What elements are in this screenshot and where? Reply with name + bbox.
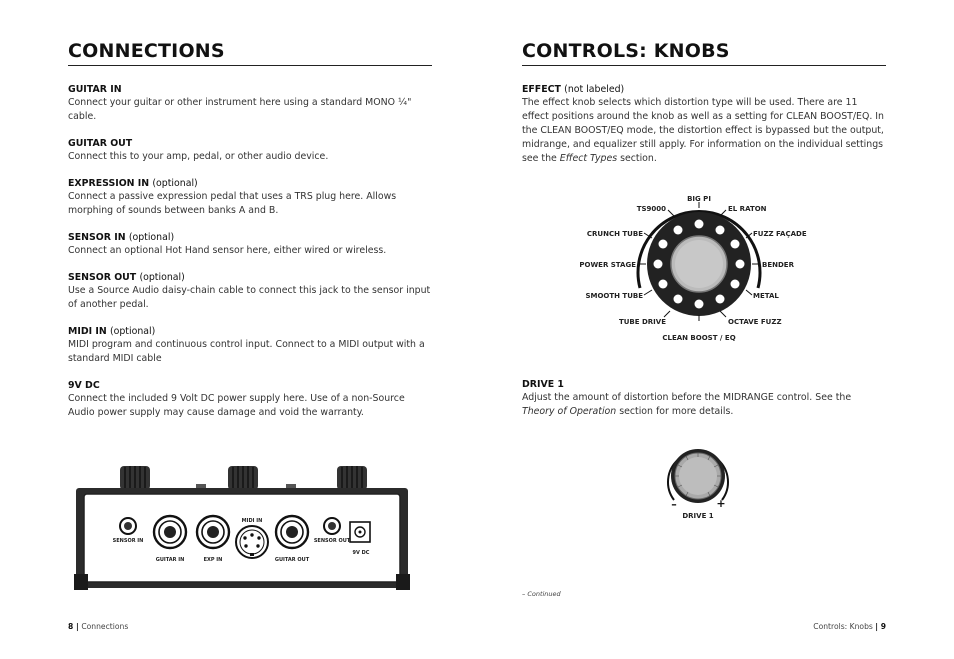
drive-body-part-2: section for more details. <box>616 406 734 417</box>
connections-heading: CONNECTIONS <box>68 40 432 66</box>
effect-body-part-2: section. <box>617 153 657 164</box>
section-body: Connect the included 9 Volt DC power supply here. Use of a non-Source Audio power supply may cause damage and void the warranty. <box>68 393 405 418</box>
footer-separator: | <box>875 622 881 631</box>
midi-in-label: MIDI IN <box>241 518 263 524</box>
section-note: (optional) <box>152 178 198 189</box>
exp-in-jack[interactable] <box>197 516 229 548</box>
section-title-text: EXPRESSION IN <box>68 178 150 189</box>
section-sensor-in <box>68 231 432 258</box>
effect-knob-diagram <box>560 188 840 348</box>
section-body: Connect a passive expression pedal that uses a TRS plug here. Allows morphing of sounds between banks A and B. <box>68 191 397 216</box>
left-page-number: 8 <box>68 622 74 631</box>
section-title <box>68 177 432 190</box>
label-octave-fuzz: OCTAVE FUZZ <box>728 318 782 326</box>
drive-minus-marker: – <box>671 498 677 511</box>
section-note: (optional) <box>128 232 175 243</box>
midi-in-jack[interactable] <box>236 526 268 558</box>
section-body <box>522 96 886 166</box>
effect-body-part-1: The effect knob selects which distortion type will be used. There are 11 effect positions around the knob as well as a setting for CLEAN BOOST/EQ. In the CLEAN BOOST/EQ mode, the distortion effect is bypassed but the output, midrange, and equalizer still apply. For information on the individual settings see the <box>522 97 884 164</box>
section-title <box>68 325 432 338</box>
section-9v-dc <box>68 379 432 420</box>
label-smooth-tube: SMOOTH TUBE <box>585 292 643 300</box>
label-clean-boost: CLEAN BOOST / EQ <box>662 334 736 342</box>
label-crunch-tube: CRUNCH TUBE <box>586 230 643 238</box>
section-body: Connect an optional Hot Hand sensor here, either wired or wireless. <box>68 245 387 256</box>
section-title: 9V DC <box>68 380 100 391</box>
section-title-text: SENSOR OUT <box>68 272 137 283</box>
footer-separator: | <box>73 622 82 631</box>
drive-plus-marker: + <box>716 497 726 510</box>
section-title: GUITAR IN <box>68 84 122 95</box>
left-footer-title: Connections <box>81 622 129 631</box>
guitar-out-label: GUITAR OUT <box>274 557 310 563</box>
right-page-number: 9 <box>880 622 886 631</box>
right-page <box>522 40 886 166</box>
section-title-text: SENSOR IN <box>68 232 126 243</box>
section-title <box>68 271 432 284</box>
section-title-text: MIDI IN <box>68 326 107 337</box>
top-knob-center <box>228 466 258 490</box>
guitar-in-jack[interactable] <box>154 516 186 548</box>
label-bender: BENDER <box>762 261 794 269</box>
dc-label: 9V DC <box>352 550 370 556</box>
drive-body-part-1: Adjust the amount of distortion before the MIDRANGE control. See the <box>522 392 852 403</box>
label-big-pi: BIG PI <box>687 195 711 203</box>
section-expression-in <box>68 177 432 218</box>
top-knob-right <box>337 466 367 490</box>
left-page <box>68 40 432 433</box>
section-effect <box>522 83 886 166</box>
right-footer <box>813 622 886 631</box>
section-title: DRIVE 1 <box>522 379 564 390</box>
section-title: GUITAR OUT <box>68 138 133 149</box>
label-fuzz-facade: FUZZ FAÇADE <box>753 230 807 238</box>
top-knob-left <box>120 466 150 490</box>
drive-knob-diagram <box>660 438 740 522</box>
section-body: MIDI program and continuous control input. Connect to a MIDI output with a standard MIDI cable <box>68 339 425 364</box>
dc-power-jack[interactable] <box>350 522 370 542</box>
drive-knob-label: DRIVE 1 <box>682 512 714 520</box>
section-guitar-out <box>68 137 432 164</box>
section-guitar-in <box>68 83 432 124</box>
label-tube-drive: TUBE DRIVE <box>618 318 666 326</box>
section-body: Connect this to your amp, pedal, or other audio device. <box>68 151 329 162</box>
section-body: Use a Source Audio daisy-chain cable to connect this jack to the sensor input of another pedal. <box>68 285 431 310</box>
exp-in-label: EXP IN <box>203 557 223 563</box>
guitar-in-label: GUITAR IN <box>155 557 185 563</box>
section-midi-in <box>68 325 432 366</box>
theory-of-operation-reference: Theory of Operation <box>522 406 617 417</box>
section-body <box>522 391 886 419</box>
section-note: (optional) <box>109 326 156 337</box>
sensor-out-jack[interactable] <box>324 518 340 534</box>
sensor-in-jack[interactable] <box>120 518 136 534</box>
section-note: (optional) <box>139 272 185 283</box>
controls-knobs-heading: CONTROLS: KNOBS <box>522 40 886 66</box>
section-note: (not labeled) <box>564 84 625 95</box>
section-sensor-out <box>68 271 432 312</box>
section-title <box>68 231 432 244</box>
label-metal: METAL <box>753 292 779 300</box>
label-power-stage: POWER STAGE <box>579 261 636 269</box>
section-drive <box>522 378 886 419</box>
effect-types-reference: Effect Types <box>559 153 618 164</box>
section-title <box>522 83 886 96</box>
label-el-raton: EL RATON <box>728 205 767 213</box>
continued-note: – Continued <box>522 590 561 598</box>
section-body: Connect your guitar or other instrument here using a standard MONO ¼" cable. <box>68 97 412 122</box>
pedal-rear-panel-illustration <box>70 462 415 592</box>
sensor-in-label: SENSOR IN <box>112 538 144 544</box>
left-footer <box>68 622 128 631</box>
section-title-text: EFFECT <box>522 84 561 95</box>
right-footer-title: Controls: Knobs <box>813 622 873 631</box>
label-ts9000: TS9000 <box>636 205 666 213</box>
guitar-out-jack[interactable] <box>276 516 308 548</box>
sensor-out-label: SENSOR OUT <box>313 538 351 544</box>
